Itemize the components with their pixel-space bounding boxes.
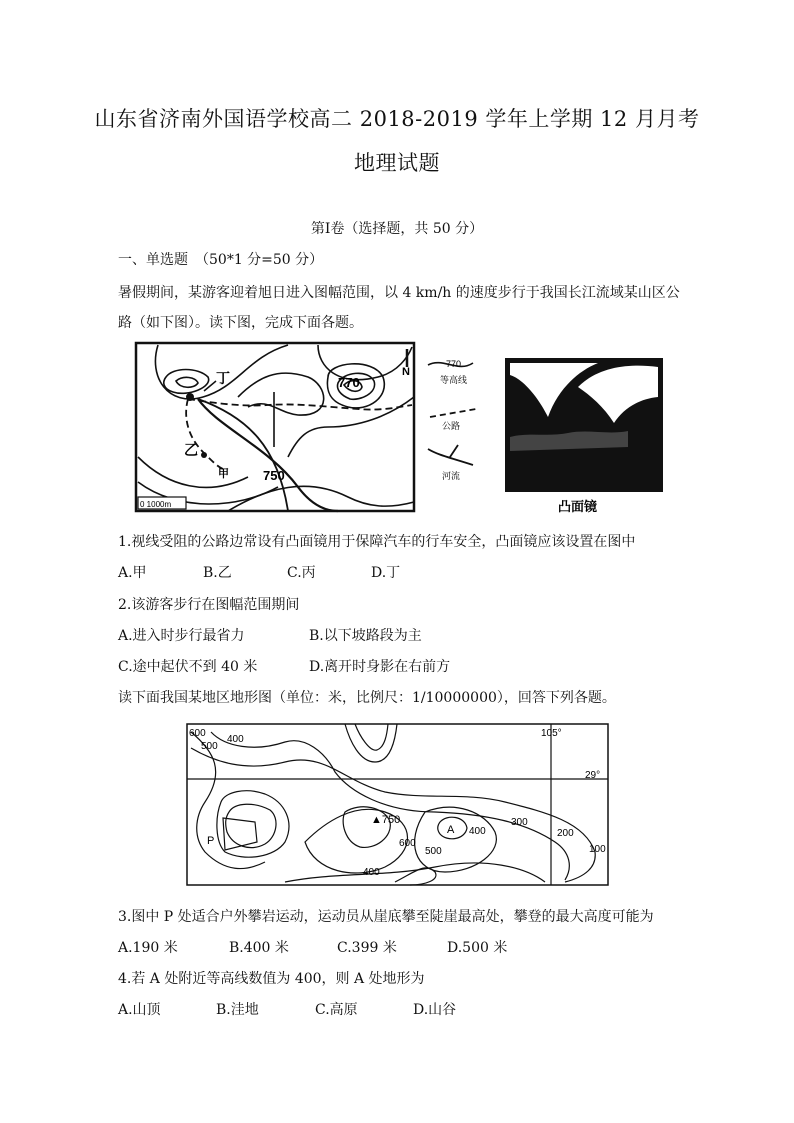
q4-option-d: D.山谷 [413,1002,457,1018]
intro1-line1: 暑假期间，某游客迎着旭日进入图幅范围，以 4 km/h 的速度步行于我国长江流域某山区公 [118,285,680,301]
q3-option-b: B.400 米 [229,940,289,956]
q2-option-d: D.离开时身影在右前方 [309,659,451,675]
title-line-2: 地理试题 [354,151,440,175]
title-line-1: 山东省济南外国语学校高二 2018-2019 学年上学期 12 月月考 [94,107,700,131]
q4-option-b: B.洼地 [216,1002,259,1018]
map1-elev-750: 750 [263,468,285,483]
map2-c100: 100 [589,844,606,855]
map2-c500: 500 [201,741,218,752]
q2-option-c: C.途中起伏不到 40 米 [118,659,258,675]
legend-contour-value: 770 [446,359,462,369]
map2-peak: ▲750 [371,814,401,826]
q1-option-c: C.丙 [287,565,316,581]
q3-option-c: C.399 米 [337,940,397,956]
map1-river [198,399,338,511]
map1-elev-770: 770 [338,375,360,390]
photo-caption: 凸面镜 [558,499,598,514]
q3-option-a: A.190 米 [118,940,178,956]
map2-c600b: 600 [399,838,416,849]
intro1-line2: 路（如下图）。读下图，完成下面各题。 [118,315,363,331]
map2-c400a: 400 [227,734,244,745]
question-type-label: 一、单选题 （50*1 分=50 分） [118,252,324,268]
q1-option-a: A.甲 [118,565,147,581]
map1-north-label: N [402,366,410,378]
map2-lon-label: 105° [541,728,562,739]
intro2: 读下面我国某地区地形图（单位：米，比例尺：1/10000000），回答下列各题。 [118,690,616,706]
convex-mirror-photo [506,359,662,491]
map2-c300: 300 [511,817,528,828]
q1-option-b: B.乙 [203,565,232,581]
legend-road: 公路 [442,421,461,431]
map1-contours [138,345,414,511]
topo-map-2 [185,722,610,887]
map1-legend [428,359,476,481]
q2-option-a: A.进入时步行最省力 [118,628,245,644]
map2-c400c: 400 [363,867,380,878]
map2-c200: 200 [557,828,574,839]
q2-option-b: B.以下坡路段为主 [309,628,422,644]
map2-c500b: 500 [425,846,442,857]
part-label: 第Ⅰ卷（选择题，共 50 分） [310,221,484,237]
map1-label-ding: 丁 [216,370,230,386]
map2-c600: 600 [189,728,206,739]
legend-contour: 等高线 [440,375,468,385]
map2-P: P [207,835,215,847]
q1-option-d: D.丁 [371,565,401,581]
map1-label-jia: 甲 [218,468,229,480]
q2-stem: 2.该游客步行在图幅范围期间 [118,597,300,613]
q1-stem: 1.视线受阻的公路边常设有凸面镜用于保障汽车的行车安全，凸面镜应该设置在图中 [118,534,636,550]
q3-option-d: D.500 米 [447,940,508,956]
map2-A: A [447,824,455,836]
map1-scale-label: 0 1000m [140,500,172,509]
q3-stem: 3.图中 P 处适合户外攀岩运动，运动员从崖底攀至陡崖最高处，攀登的最大高度可能为 [118,909,654,925]
map1-road [188,399,412,410]
map1-label-yi: 乙 [184,442,198,458]
map2-contours [191,724,595,885]
topo-map-1 [128,337,668,517]
map1-road-lower [186,399,223,469]
q4-option-a: A.山顶 [118,1002,161,1018]
map2-lat-label: 29° [585,770,601,781]
q4-stem: 4.若 A 处附近等高线数值为 400，则 A 处地形为 [118,971,425,987]
q4-option-c: C.高原 [315,1002,358,1018]
map2-c400b: 400 [469,826,486,837]
legend-river: 河流 [442,471,461,481]
